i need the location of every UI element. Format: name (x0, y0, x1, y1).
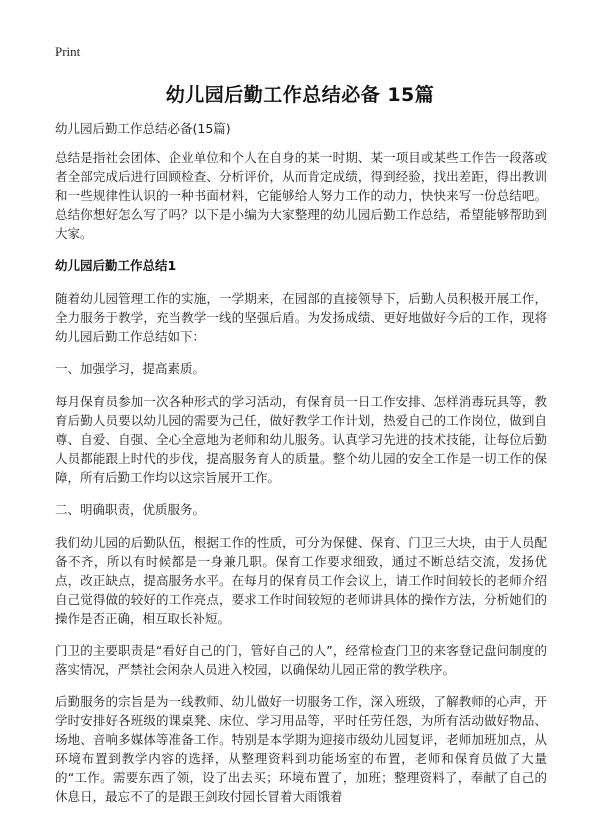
section-paragraph: 随着幼儿园管理工作的实施，一学期来，在园部的直接领导下，后勤人员积极开展工作，全力服务于教学，充当教学一线的坚强后盾。为发扬成绩、更好地做好今后的工作，现将幼儿园后勤工作总结如下： (55, 291, 547, 344)
point-heading: 二、明确职责，优质服务。 (55, 502, 206, 517)
print-link[interactable]: Print (55, 44, 81, 59)
point-heading: 一、加强学习，提高素质。 (55, 361, 206, 376)
document-subtitle: 幼儿园后勤工作总结必备(15篇) (55, 121, 231, 136)
point-paragraph: 后勤服务的宗旨是为一线教师、幼儿做好一切服务工作，深入班级，了解教师的心声，开学时安排好各班级的课桌凳、床位、学习用品等，平时任劳任怨，为所有活动做好物品、场地、音响多媒体等准备工作。特别是本学期为迎接市级幼儿园复评，老师加班加点，从环境布置到教学内容的选择，从整理资料到功能场室的布置，老师和保育员做了大量的“工作。需要东西了领，设了出去买；环境布置了，加班；整理资料了，奉献了自己的休息日，最忘不了的是跟王剑玫付园长冒着大雨饿着 (55, 694, 547, 804)
document-title: 幼儿园后勤工作总结必备 15篇 (165, 84, 435, 106)
point-paragraph: 门卫的主要职责是“看好自己的门，管好自己的人”，经常检查门卫的来客登记盘问制度的落实情况，严禁社会闲杂人员进入校园，以确保幼儿园正常的教学秩序。 (55, 643, 547, 677)
document-body (55, 148, 547, 819)
section-heading: 幼儿园后勤工作总结1 (55, 258, 177, 273)
intro-paragraph: 总结是指社会团体、企业单位和个人在自身的某一时期、某一项目或某些工作告一段落或者全部完成后进行回顾检查、分析评价，从而肯定成绩，得到经验，找出差距，得出教训和一些规律性认识的一种书面材料，它能够给人努力工作的动力，快快来写一份总结吧。总结你想好怎么写了吗？以下是小编为大家整理的幼儿园后勤工作总结，希望能够帮助到大家。 (55, 150, 547, 241)
point-paragraph: 每月保育员参加一次各种形式的学习活动，有保育员一日工作安排、怎样消毒玩具等，教育后勤人员要以幼儿园的需要为己任，做好教学工作计划，热爱自己的工作岗位，做到自尊、自爱、自强、全心全意地为老师和幼儿服务。认真学习先进的技术技能，让每位后勤人员都能跟上时代的步伐，提高服务育人的质量。整个幼儿园的安全工作是一切工作的保障，所有后勤工作均以这宗旨展开工作。 (55, 394, 547, 485)
point-paragraph: 我们幼儿园的后勤队伍，根据工作的性质，可分为保健、保育、门卫三大块，由于人员配备不齐，所以有时候都是一身兼几职。保育工作要求细致，通过不断总结交流，发扬优点，改正缺点，提高服务水平。在每月的保育员工作会议上，请工作时间较长的老师介绍自己觉得做的较好的工作亮点，要求工作时间较短的老师讲具体的操作方法，分析她们的操作是否正确，相互取长补短。 (55, 535, 547, 626)
